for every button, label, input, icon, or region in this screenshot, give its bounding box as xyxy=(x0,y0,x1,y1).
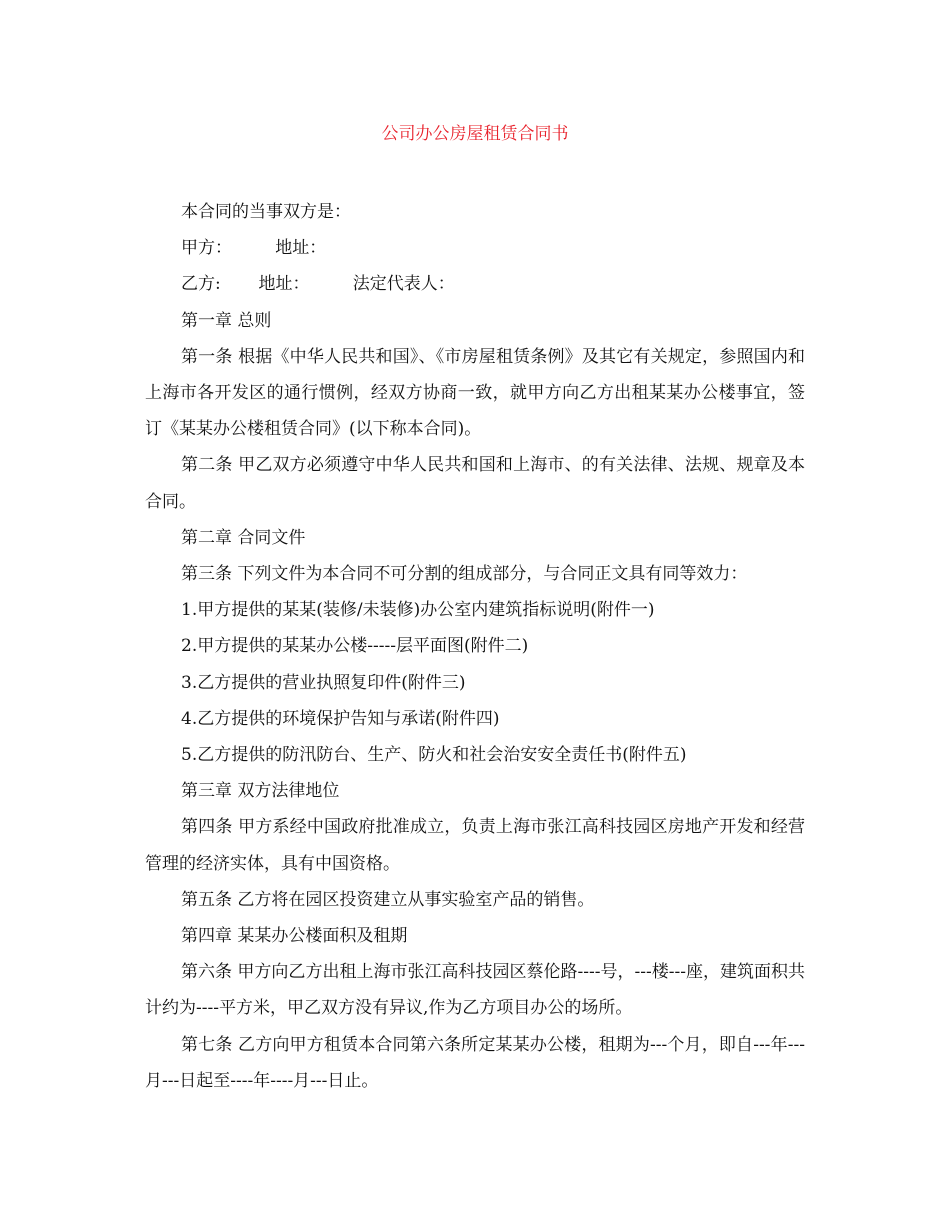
chapter-heading: 第三章 双方法律地位 xyxy=(181,781,340,802)
article-paragraph: 第三条 下列文件为本合同不可分割的组成部分，与合同正文具有同等效力： xyxy=(181,564,748,585)
parties-intro: 本合同的当事双方是： xyxy=(181,202,351,222)
document-body xyxy=(145,194,805,1099)
document-title: 公司办公房屋租赁合同书 xyxy=(381,124,569,144)
article-paragraph: 第四条 甲方系经中国政府批准成立，负责上海市张江高科技园区房地产开发和经营管理的经济实体，具有中国资格。 xyxy=(145,817,805,874)
article-paragraph: 第五条 乙方将在园区投资建立从事实验室产品的销售。 xyxy=(181,889,595,910)
party-a-line: 甲方： 地址： xyxy=(181,238,327,259)
article-paragraph: 第七条 乙方向甲方租赁本合同第六条所定某某办公楼，租期为---个月，即自---年---月---日起至----年----月---日止。 xyxy=(145,1034,805,1091)
article-paragraph: 第一条 根据《中华人民共和国》、《市房屋租赁条例》及其它有关规定，参照国内和上海市各开发区的通行惯例，经双方协商一致，就甲方向乙方出租某某办公楼事宜，签订《某某办公楼租赁合同》(以下称本合同)。 xyxy=(145,346,805,440)
attachment-item: 5.乙方提供的防汛防台、生产、防火和社会治安安全责任书(附件五) xyxy=(181,745,687,766)
attachment-item: 1.甲方提供的某某(装修/未装修)办公室内建筑指标说明(附件一) xyxy=(181,600,655,621)
chapter-heading: 第一章 总则 xyxy=(181,310,272,331)
attachment-item: 2.甲方提供的某某办公楼-----层平面图(附件二) xyxy=(181,636,529,657)
article-paragraph: 第二条 甲乙双方必须遵守中华人民共和国和上海市、的有关法律、法规、规章及本合同。 xyxy=(145,455,805,512)
attachment-item: 3.乙方提供的营业执照复印件(附件三) xyxy=(181,672,466,693)
chapter-heading: 第二章 合同文件 xyxy=(181,527,306,548)
chapter-heading: 第四章 某某办公楼面积及租期 xyxy=(181,926,408,947)
party-b-line: 乙方: 地址： 法定代表人： xyxy=(181,274,455,295)
article-paragraph: 第六条 甲方向乙方出租上海市张江高科技园区蔡伦路----号，---楼---座，建筑面积共计约为----平方米，甲乙双方没有异议,作为乙方项目办公的场所。 xyxy=(145,962,805,1019)
attachment-item: 4.乙方提供的环境保护告知与承诺(附件四) xyxy=(181,708,500,729)
